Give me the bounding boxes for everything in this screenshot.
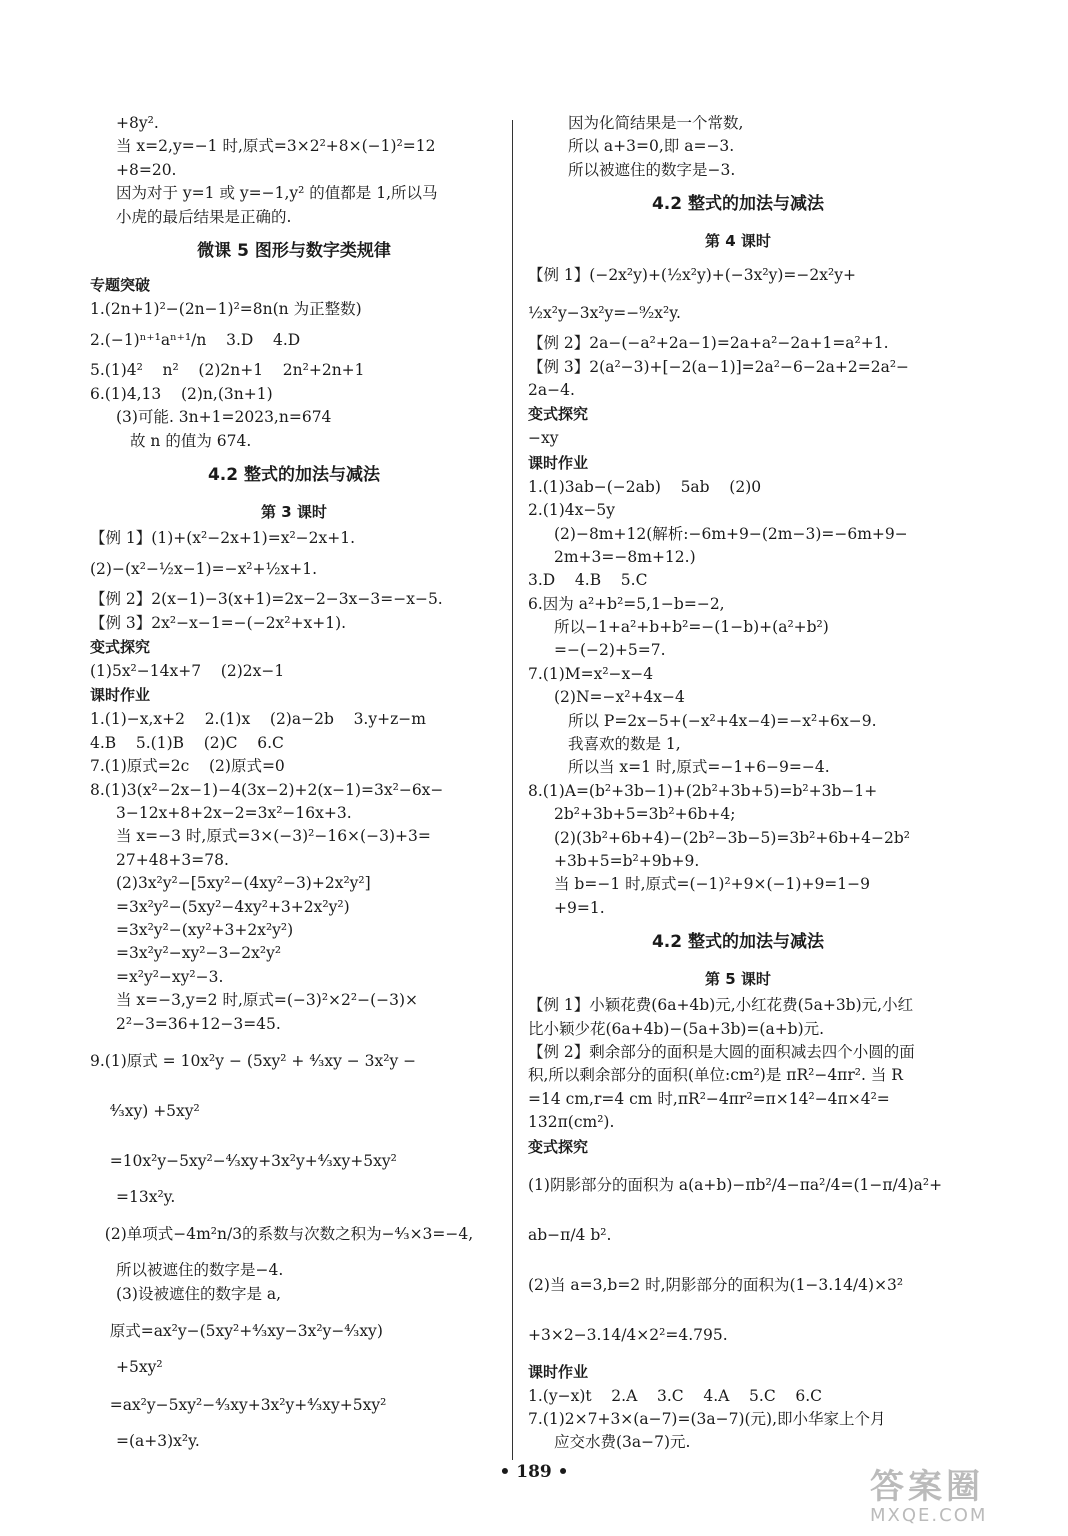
right-column-line: 8.(1)A=(b²+3b−1)+(2b²+3b+5)=b²+3b−1+ <box>528 781 878 800</box>
left-column-line: =3x²y²−(5xy²−4xy²+3+2x²y²) <box>116 897 350 916</box>
watermark-text-bottom: MXQE.COM <box>870 1505 988 1526</box>
right-column-line: 所以当 x=1 时,原式=−1+6−9=−4. <box>568 758 830 777</box>
left-column-line: 9.(1)原式 = 10x²y − (5xy² + ⁴⁄₃xy − 3x²y − <box>90 1051 417 1070</box>
watermark-text-top: 答案圈 <box>870 1467 984 1507</box>
left-column-line: 当 x=2,y=−1 时,原式=3×2²+8×(−1)²=12 <box>116 137 436 156</box>
right-column-line: 变式探究 <box>528 405 589 424</box>
right-column-line: 1.(1)3ab−(−2ab) 5ab (2)0 <box>528 477 762 496</box>
left-column-line: 4.2 整式的加法与减法 <box>207 464 381 485</box>
left-column-line: 1.(1)−x,x+2 2.(1)x (2)a−2b 3.y+z−m <box>90 710 426 729</box>
right-column-line: (2)N=−x²+4x−4 <box>554 688 685 707</box>
left-column-line: =(a+3)x²y. <box>116 1431 200 1450</box>
left-column-line: 当 x=−3,y=2 时,原式=(−3)²×2²−(−3)× <box>116 991 419 1010</box>
left-column-line: 【例 2】2(x−1)−3(x+1)=2x−2−3x−3=−x−5. <box>90 590 443 609</box>
right-column-line: ½x²y−3x²y=−⁹⁄₂x²y. <box>528 304 681 323</box>
right-column-line: 课时作业 <box>528 1362 589 1381</box>
left-column-line: 专题突破 <box>90 275 151 294</box>
left-column <box>90 112 498 1453</box>
left-column-line: 故 n 的值为 674. <box>130 431 252 450</box>
right-column-line: 【例 1】(−2x²y)+(½x²y)+(−3x²y)=−2x²y+ <box>528 266 856 285</box>
right-column-line: 2a−4. <box>528 380 575 399</box>
left-column-line: (3)可能. 3n+1=2023,n=674 <box>116 408 332 427</box>
right-column-line: −xy <box>528 429 559 448</box>
left-column-line: 【例 3】2x²−x−1=−(−2x²+x+1). <box>90 613 347 632</box>
right-column-line: 2.(1)4x−5y <box>528 501 615 520</box>
right-column-line: 【例 2】剩余部分的面积是大圆的面积减去四个小圆的面 <box>528 1042 915 1061</box>
right-column-line: 当 b=−1 时,原式=(−1)²+9×(−1)+9=1−9 <box>554 875 871 894</box>
left-column-line: +8y². <box>116 114 159 132</box>
left-column-line: (3)设被遮住的数字是 a, <box>116 1284 282 1303</box>
right-column-line: 所以−1+a²+b+b²=−(1−b)+(a²+b²) <box>554 618 829 637</box>
left-column-line: ⁴⁄₃xy) +5xy² <box>90 1101 200 1120</box>
left-column-line: 4.B 5.(1)B (2)C 6.C <box>90 733 284 752</box>
right-column-line: 【例 3】2(a²−3)+[−2(a−1)]=2a²−6−2a+2=2a²− <box>528 357 910 376</box>
left-column-line: =ax²y−5xy²−⁴⁄₃xy+3x²y+⁴⁄₃xy+5xy² <box>90 1395 387 1414</box>
right-column-line: 比小颖少花(6a+4b)−(5a+3b)=(a+b)元. <box>528 1019 825 1038</box>
left-column-line: 7.(1)原式=2c (2)原式=0 <box>90 757 285 776</box>
left-column-line: =13x²y. <box>116 1187 176 1206</box>
right-column-line: 【例 2】2a−(−a²+2a−1)=2a+a²−2a+1=a²+1. <box>528 334 889 353</box>
left-column-line: 课时作业 <box>90 686 151 705</box>
left-column-line: 因为对于 y=1 或 y=−1,y² 的值都是 1,所以马 <box>116 184 438 203</box>
right-column-line: 我喜欢的数是 1, <box>568 735 681 754</box>
left-column-line: =x²y²−xy²−3. <box>116 967 224 986</box>
right-column-line: +9=1. <box>554 898 605 917</box>
right-column-line: 7.(1)2×7+3×(a−7)=(3a−7)(元),即小华家上个月 <box>528 1409 886 1428</box>
left-column-line: 2.(−1)ⁿ⁺¹aⁿ⁺¹/n 3.D 4.D <box>90 331 301 350</box>
left-column-line: (2)3x²y²−[5xy²−(4xy²−3)+2x²y²] <box>116 874 371 893</box>
left-column-line: +5xy² <box>116 1358 163 1377</box>
right-column-line: 4.2 整式的加法与减法 <box>651 194 825 215</box>
right-column-line: 第 4 课时 <box>705 232 771 251</box>
right-column-line: 2m+3=−8m+12.) <box>554 547 696 566</box>
right-column-line: 第 5 课时 <box>705 970 771 989</box>
left-column-line: 6.(1)4,13 (2)n,(3n+1) <box>90 384 273 403</box>
left-column-line: 小虎的最后结果是正确的. <box>116 207 292 226</box>
left-column-line: 原式=ax²y−(5xy²+⁴⁄₃xy−3x²y−⁴⁄₃xy) <box>90 1322 383 1341</box>
left-column-line: (1)5x²−14x+7 (2)2x−1 <box>90 662 285 681</box>
right-column-line: (2)(3b²+6b+4)−(2b²−3b−5)=3b²+6b+4−2b² <box>554 828 910 847</box>
left-column-line: +8=20. <box>116 160 177 179</box>
right-column-line: 6.因为 a²+b²=5,1−b=−2, <box>528 594 725 613</box>
left-column-line: 27+48+3=78. <box>116 850 229 869</box>
right-column <box>528 112 948 1455</box>
left-column-line: 当 x=−3 时,原式=3×(−3)²−16×(−3)+3= <box>116 827 431 846</box>
left-column-line: 2²−3=36+12−3=45. <box>116 1014 281 1033</box>
page-number: • 189 • <box>499 1462 569 1482</box>
left-column-line: 微课 5 图形与数字类规律 <box>197 240 391 261</box>
right-column-line: 所以 a+3=0,即 a=−3. <box>568 137 735 156</box>
right-column-line: 2b²+3b+5=3b²+6b+4; <box>554 805 736 824</box>
left-column-line: 【例 1】(1)+(x²−2x+1)=x²−2x+1. <box>90 528 356 547</box>
right-column-line: (1)阴影部分的面积为 a(a+b)−πb²/4−πa²/4=(1−π/4)a²+ <box>528 1175 943 1194</box>
left-column-line: (2)单项式−4m²n/3的系数与次数之积为−⁴⁄₃×3=−4, <box>90 1225 474 1244</box>
right-column-line: 变式探究 <box>528 1137 589 1156</box>
right-column-line: 4.2 整式的加法与减法 <box>651 932 825 953</box>
right-column-line: 132π(cm²). <box>528 1113 615 1132</box>
left-column-line: =3x²y²−(xy²+3+2x²y²) <box>116 920 294 939</box>
right-column-line: 所以 P=2x−5+(−x²+4x−4)=−x²+6x−9. <box>568 711 877 730</box>
left-column-line: =10x²y−5xy²−⁴⁄₃xy+3x²y+⁴⁄₃xy+5xy² <box>90 1151 397 1170</box>
left-column-line: 第 3 课时 <box>261 502 327 521</box>
right-column-line: (2)当 a=3,b=2 时,阴影部分的面积为(1−3.14/4)×3² <box>528 1275 904 1294</box>
right-column-line: 因为化简结果是一个常数, <box>568 114 744 132</box>
right-column-line: +3b+5=b²+9b+9. <box>554 851 700 870</box>
right-column-line: =−(−2)+5=7. <box>554 641 666 660</box>
right-column-line: 3.D 4.B 5.C <box>528 571 648 590</box>
right-column-line: 7.(1)M=x²−x−4 <box>528 664 654 683</box>
right-column-line: 积,所以剩余部分的面积(单位:cm²)是 πR²−4πr². 当 R <box>528 1066 903 1085</box>
right-column-line: 1.(y−x)t 2.A 3.C 4.A 5.C 6.C <box>528 1386 823 1405</box>
right-column-line: (2)−8m+12(解析:−6m+9−(2m−3)=−6m+9− <box>554 524 908 543</box>
left-column-line: 8.(1)3(x²−2x−1)−4(3x−2)+2(x−1)=3x²−6x− <box>90 780 444 799</box>
column-divider <box>512 120 513 1460</box>
left-column-line: 变式探究 <box>90 638 151 657</box>
right-column-line: ab−π/4 b². <box>528 1225 612 1244</box>
right-column-line: 【例 1】小颖花费(6a+4b)元,小红花费(5a+3b)元,小红 <box>528 996 914 1015</box>
right-column-line: 应交水费(3a−7)元. <box>554 1433 691 1452</box>
right-column-line: 课时作业 <box>528 453 589 472</box>
right-column-line: +3×2−3.14/4×2²=4.795. <box>528 1325 728 1344</box>
right-column-line: =14 cm,r=4 cm 时,πR²−4πr²=π×14²−4π×4²= <box>528 1089 890 1108</box>
left-column-line: 1.(2n+1)²−(2n−1)²=8n(n 为正整数) <box>90 299 362 318</box>
left-column-line: 所以被遮住的数字是−4. <box>116 1261 284 1280</box>
left-column-line: =3x²y²−xy²−3−2x²y² <box>116 944 282 963</box>
right-column-line: 所以被遮住的数字是−3. <box>568 160 736 179</box>
watermark-logo <box>870 1468 1050 1528</box>
left-column-line: 5.(1)4² n² (2)2n+1 2n²+2n+1 <box>90 361 365 380</box>
left-column-line: 3−12x+8+2x−2=3x²−16x+3. <box>116 804 352 823</box>
left-column-line: (2)−(x²−½x−1)=−x²+½x+1. <box>90 560 318 579</box>
